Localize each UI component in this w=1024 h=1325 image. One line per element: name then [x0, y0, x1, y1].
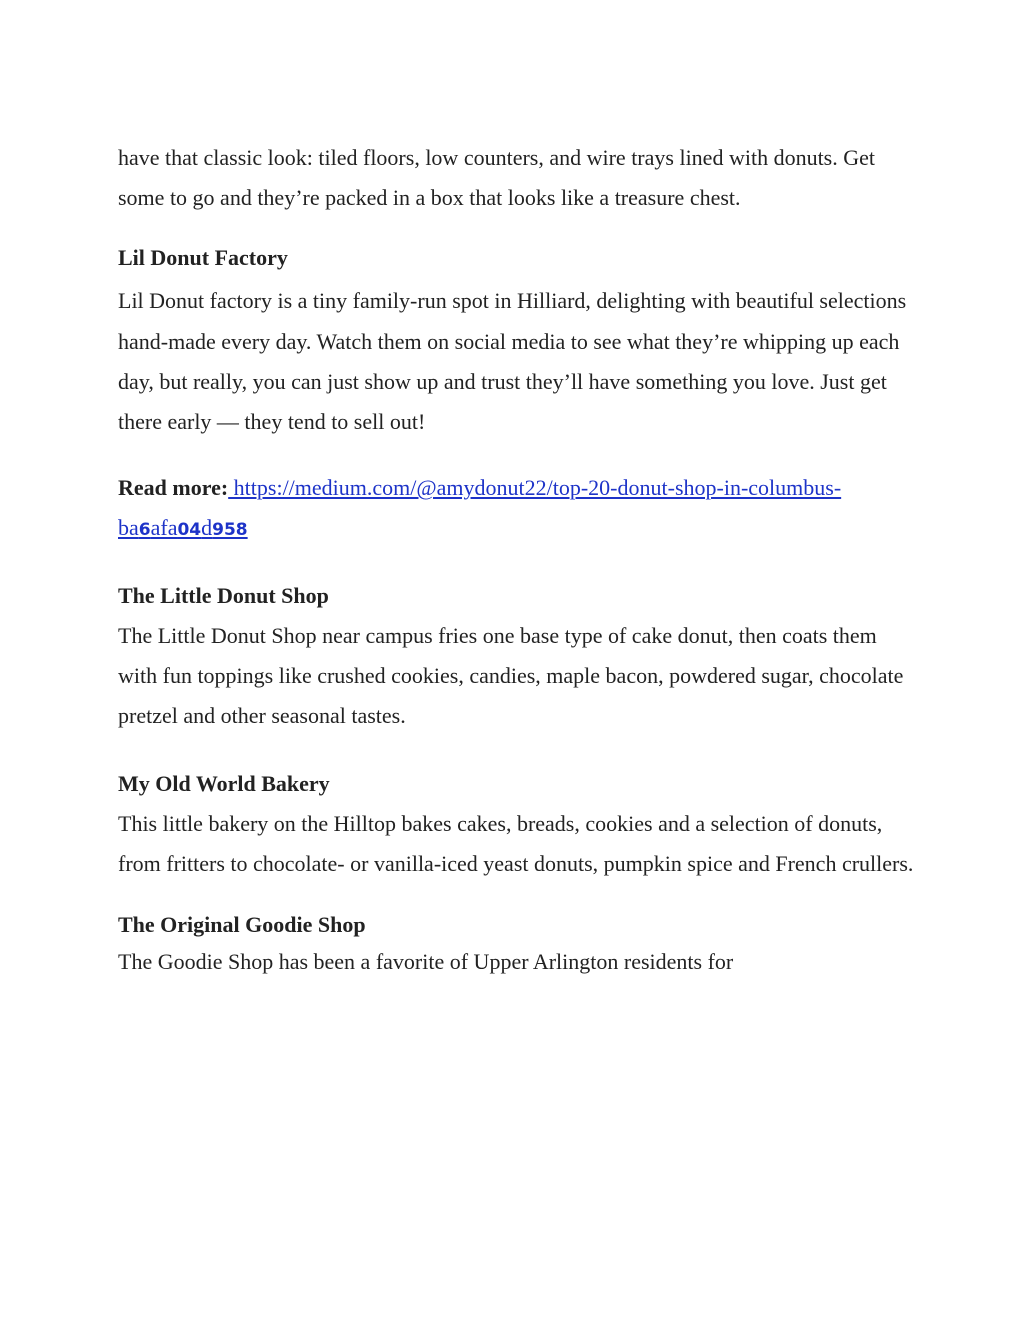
intro-paragraph: have that classic look: tiled floors, low counters, and wire trays lined with donuts. Get some to go and they’re packed in a box that looks like a treasure chest.: [118, 145, 876, 211]
section-body-lil-donut-factory: Lil Donut factory is a tiny family-run spot in Hilliard, delighting with beautiful selections hand-made every day. Watch them on social media to see what they’re whipping up each day, but really, you can just show up and trust they’ll have something you love. Just get there early — they tend to sell out!: [118, 288, 907, 435]
section-heading-original-goodie-shop: The Original Goodie Shop: [118, 911, 366, 937]
read-more-line: [118, 468, 918, 550]
section-body-little-donut-shop: The Little Donut Shop near campus fries one base type of cake donut, then coats them with fun toppings like crushed cookies, candies, maple bacon, powdered sugar, chocolate pretzel and other seasonal tastes.: [118, 622, 904, 729]
read-more-label: Read more:: [118, 475, 229, 501]
section-heading-lil-donut-factory: Lil Donut Factory: [118, 245, 288, 271]
section-heading-little-donut-shop: The Little Donut Shop: [118, 582, 329, 608]
document-page: [118, 138, 918, 982]
section-body-my-old-world-bakery: This little bakery on the Hilltop bakes cakes, breads, cookies and a selection of donuts, from fritters to chocolate- or vanilla-iced yeast donuts, pumpkin spice and French crullers.: [118, 811, 914, 877]
read-more-link[interactable]: https://medium.com/@amydonut22/top-20-donut-shop-in-columbus-ba6afa04d958: [118, 475, 842, 541]
section-heading-my-old-world-bakery: My Old World Bakery: [118, 771, 330, 797]
section-body-original-goodie-shop: The Goodie Shop has been a favorite of Upper Arlington residents for: [118, 948, 734, 974]
